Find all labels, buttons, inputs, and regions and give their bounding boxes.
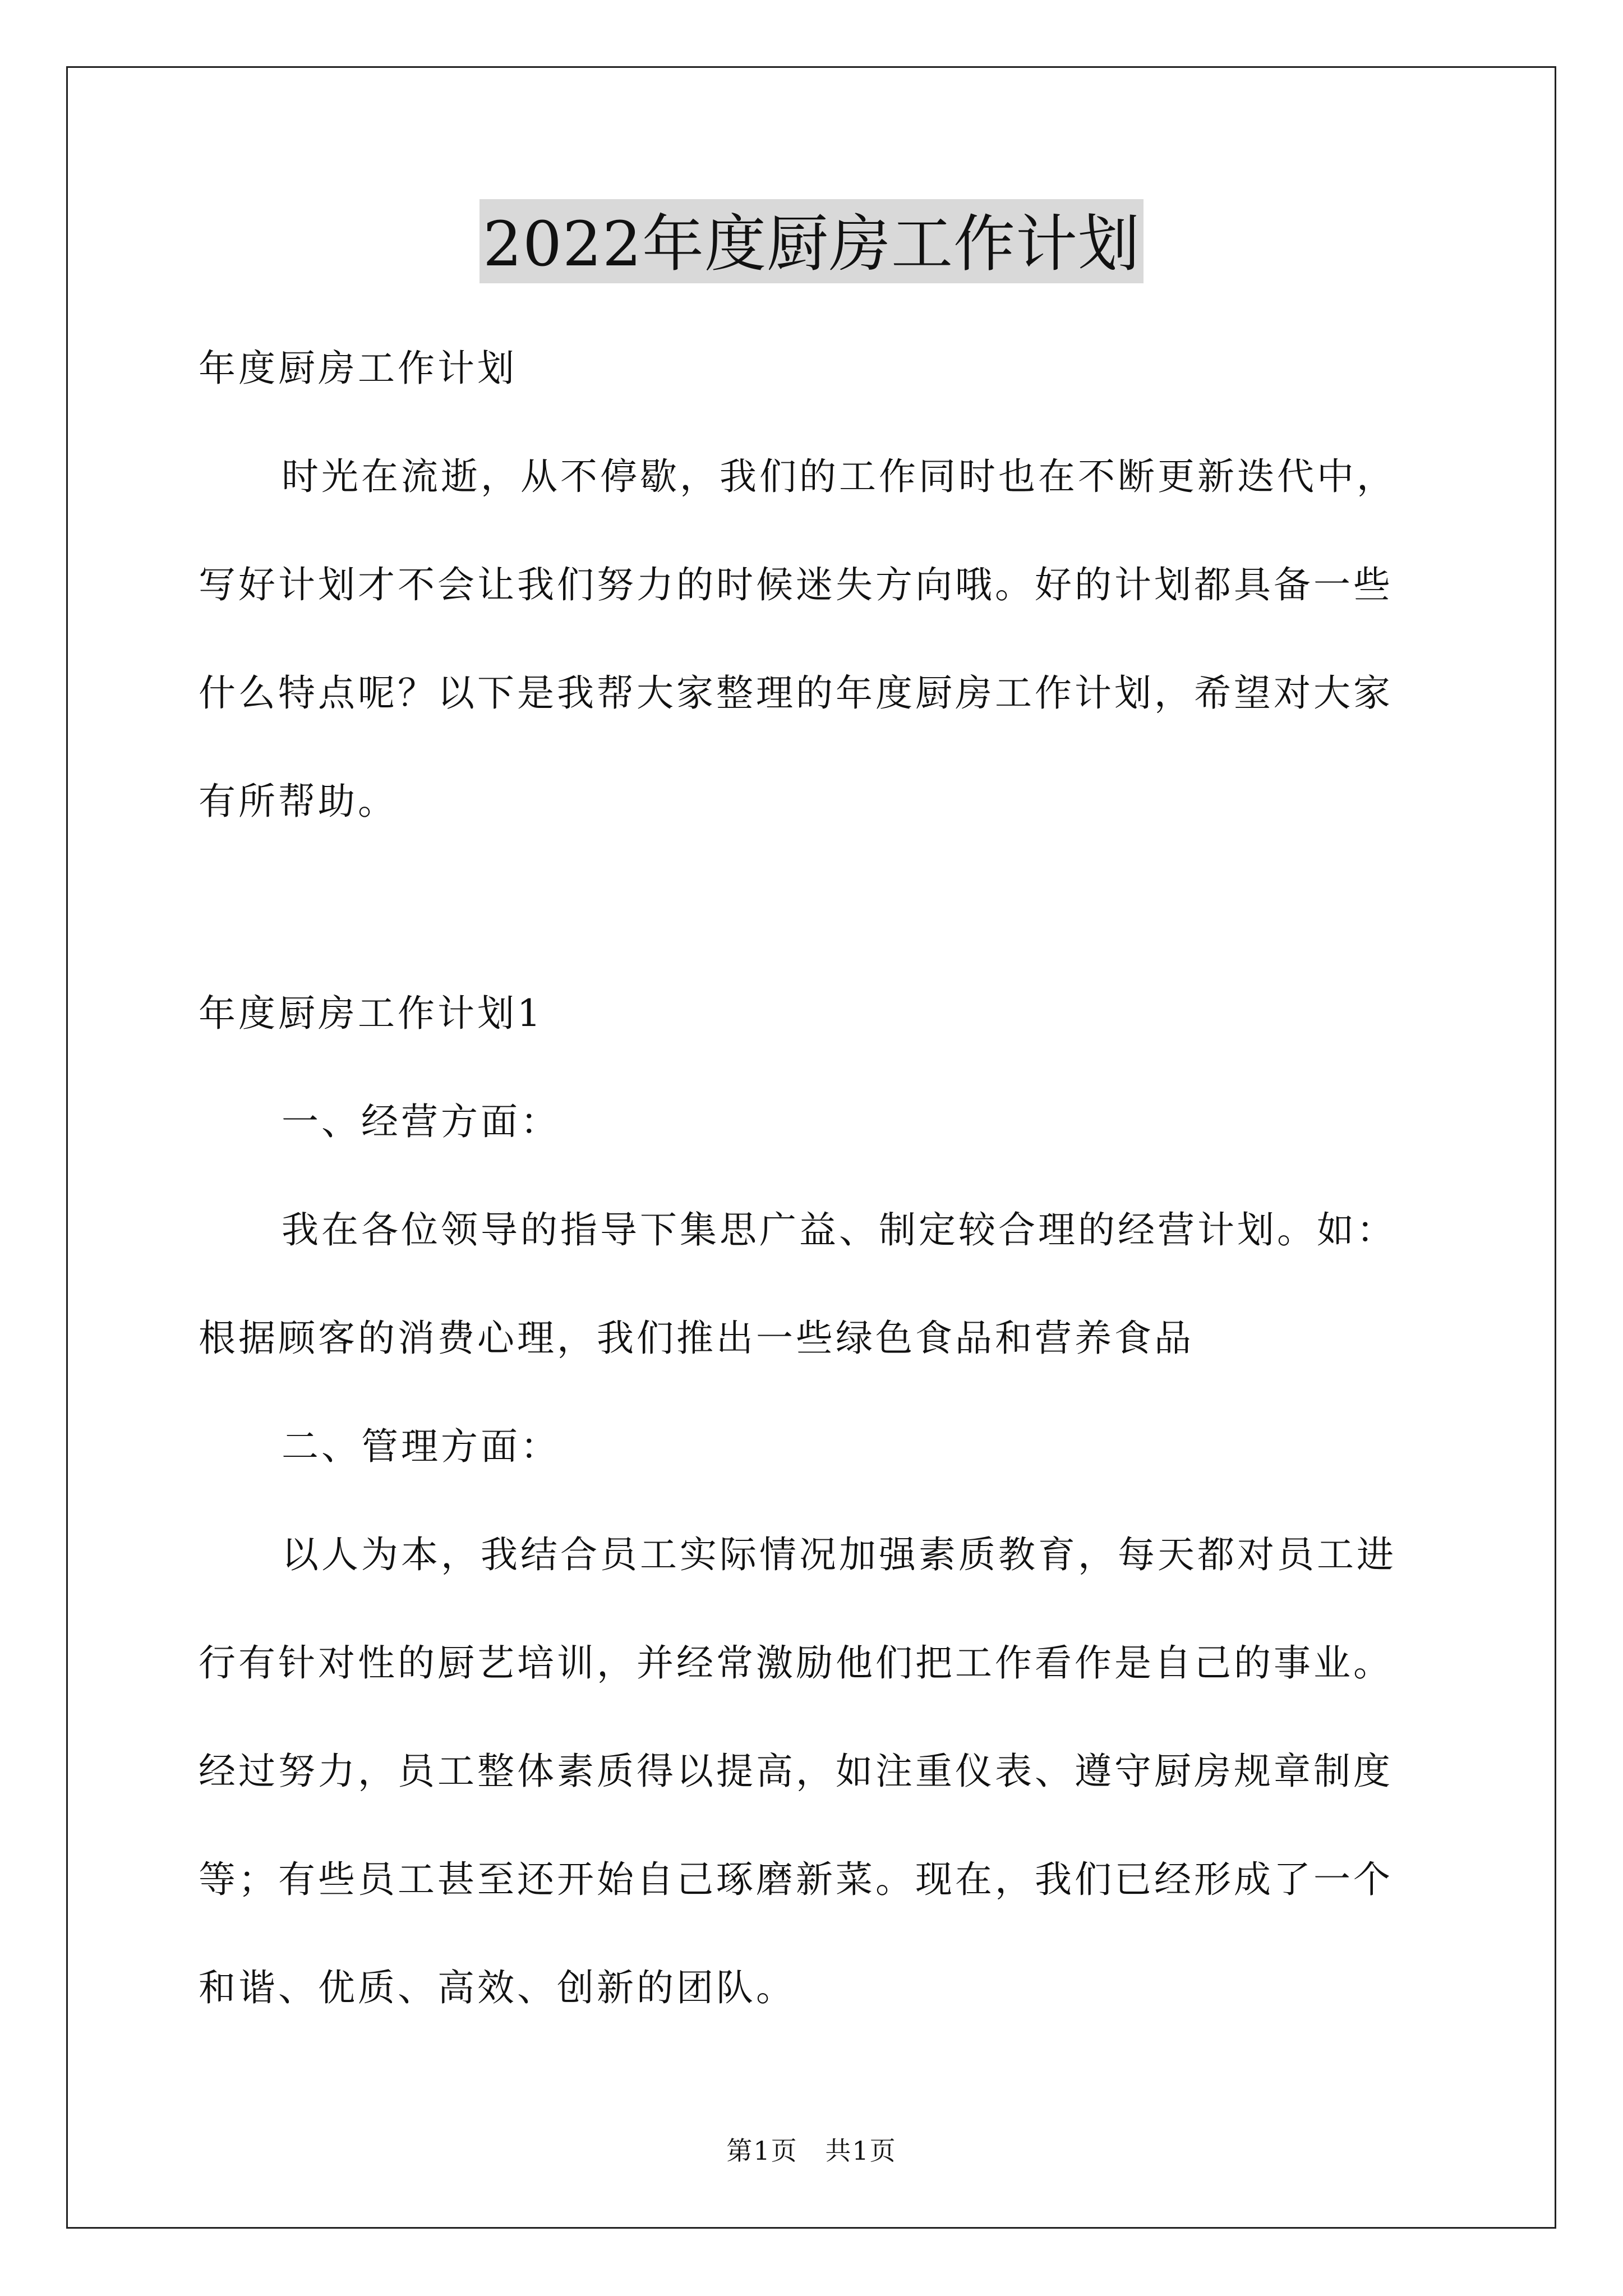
subheading-management: 二、管理方面： — [282, 1425, 560, 1468]
intro-paragraph: 时光在流逝，从不停歇，我们的工作同时也在不断更新迭代中，写好计划才不会让我们努力的时候迷失方向哦。好的计划都具备一些什么特点呢？以下是我帮大家整理的年度厨房工作计划，希望对大家有所帮助。 — [199, 455, 1396, 823]
page-total: 共1页 — [825, 2136, 897, 2166]
management-paragraph: 以人为本，我结合员工实际情况加强素质教育，每天都对员工进行有针对性的厨艺培训，并经常激励他们把工作看作是自己的事业。经过努力，员工整体素质得以提高，如注重仪表、遵守厨房规章制度等；有些员工甚至还开始自己琢磨新菜。现在，我们已经形成了一个和谐、优质、高效、创新的团队。 — [199, 1533, 1396, 2009]
page-footer — [0, 2134, 1623, 2168]
document-body — [199, 314, 1427, 2042]
page-number: 第1页 — [726, 2136, 798, 2166]
title-area — [0, 199, 1623, 283]
document-title: 2022年度厨房工作计划 — [479, 199, 1144, 283]
subheading-operations: 一、经营方面： — [282, 1100, 560, 1143]
operations-paragraph: 我在各位领导的指导下集思广益、制定较合理的经营计划。如：根据顾客的消费心理，我们推出一些绿色食品和营养食品 — [199, 1208, 1396, 1360]
subtitle-paragraph: 年度厨房工作计划 — [199, 347, 517, 390]
section-heading: 年度厨房工作计划1 — [199, 992, 543, 1035]
